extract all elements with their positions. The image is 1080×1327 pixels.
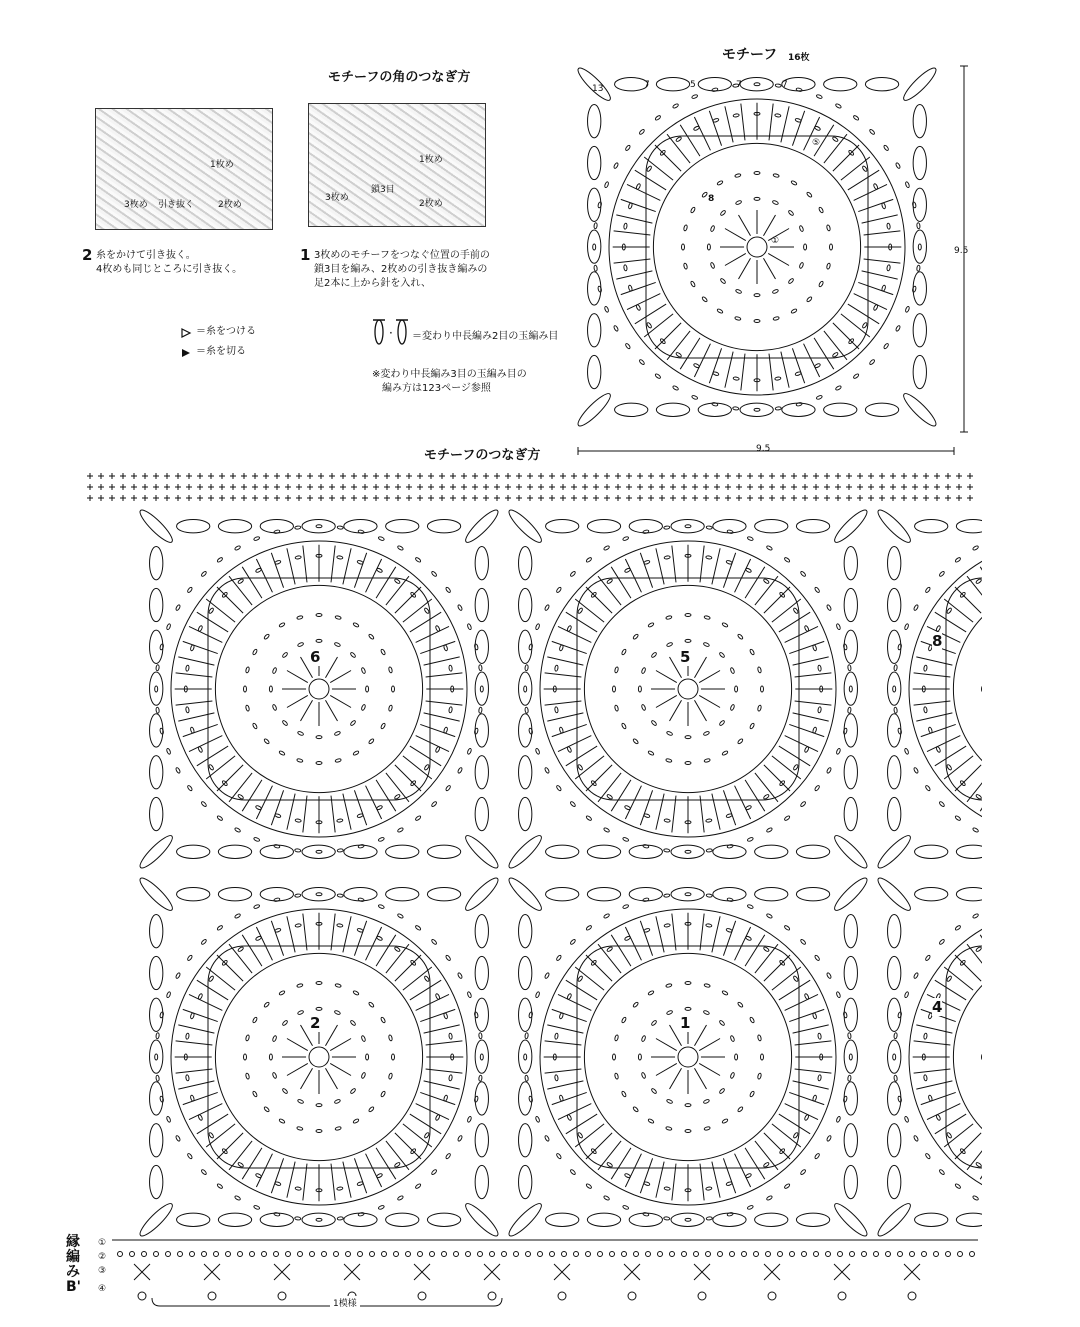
edge-number: 5 [690,80,696,90]
motif-number: 1 [680,1014,691,1032]
bottom-border [112,1236,982,1316]
motif-number: 6 [310,648,321,666]
step-number: 2 [82,246,93,264]
photo-label: 引き抜く [158,200,195,210]
motif-5 [503,504,873,874]
repeat-label: 1模様 [330,1296,360,1309]
round-label: 8 [708,194,715,204]
page-margin [982,460,1080,1260]
step-number: 1 [300,246,311,264]
step-text: 3枚めのモチーフをつなぐ位置の手前の 鎖3目を編み、2枚めの引き抜き編みの 足2本に上から針を入れ、 [314,250,490,289]
dimension-lines [574,66,974,466]
photo-label: 2枚め [419,199,443,209]
row-number: ④ [98,1284,107,1294]
step-text: 糸をかけて引き抜く。 4枚めも同じところに引き抜く。 [96,250,243,275]
corner-join-title: モチーフの角のつなぎ方 [328,70,471,85]
photo-step-1 [308,103,486,227]
photo-label: 2枚め [218,200,242,210]
edge-number: 7 [782,80,788,90]
motif-6 [134,504,504,874]
photo-label: 3枚め [124,200,148,210]
edge-number: 7 [736,80,742,90]
motif-height: 9.5 [954,246,969,256]
photo-label: 鎖3目 [371,185,395,195]
motif-number: 4 [932,998,943,1016]
border-label: 縁編みB' [66,1234,81,1295]
row-number: ① [98,1238,107,1248]
joining-title: モチーフのつなぎ方 [424,448,541,463]
edge-number: 13 [592,84,604,94]
row-number: ③ [98,1266,107,1276]
motif-number: 5 [680,648,691,666]
legend-puff: ＝変わり中長編み2目の玉編み目 [412,331,559,342]
motif-1 [503,872,873,1242]
motif-width: 9.5 [756,444,771,454]
motif-2 [134,872,504,1242]
motif-number: 2 [310,1014,321,1032]
legend-attach: ＝糸をつける [196,326,256,337]
legend-cut: ＝糸を切る [196,346,246,357]
round-label: ① [771,236,780,246]
round-label: ⑤ [812,138,821,148]
photo-label: 1枚め [210,160,234,170]
photo-label: 1枚め [419,155,443,165]
motif-number: 8 [932,632,943,650]
motif-title: モチーフ [722,47,778,63]
photo-step-2 [95,108,273,230]
puff-stitch-icon [370,316,414,352]
legend-note: ※変わり中長編み3目の玉編み目の 編み方は123ページ参照 [372,369,527,394]
motif-count: 16枚 [788,53,810,63]
photo-label: 3枚め [325,193,349,203]
svg-text:·: · [389,326,393,340]
row-number: ② [98,1252,107,1262]
edge-number: 7 [644,80,650,90]
